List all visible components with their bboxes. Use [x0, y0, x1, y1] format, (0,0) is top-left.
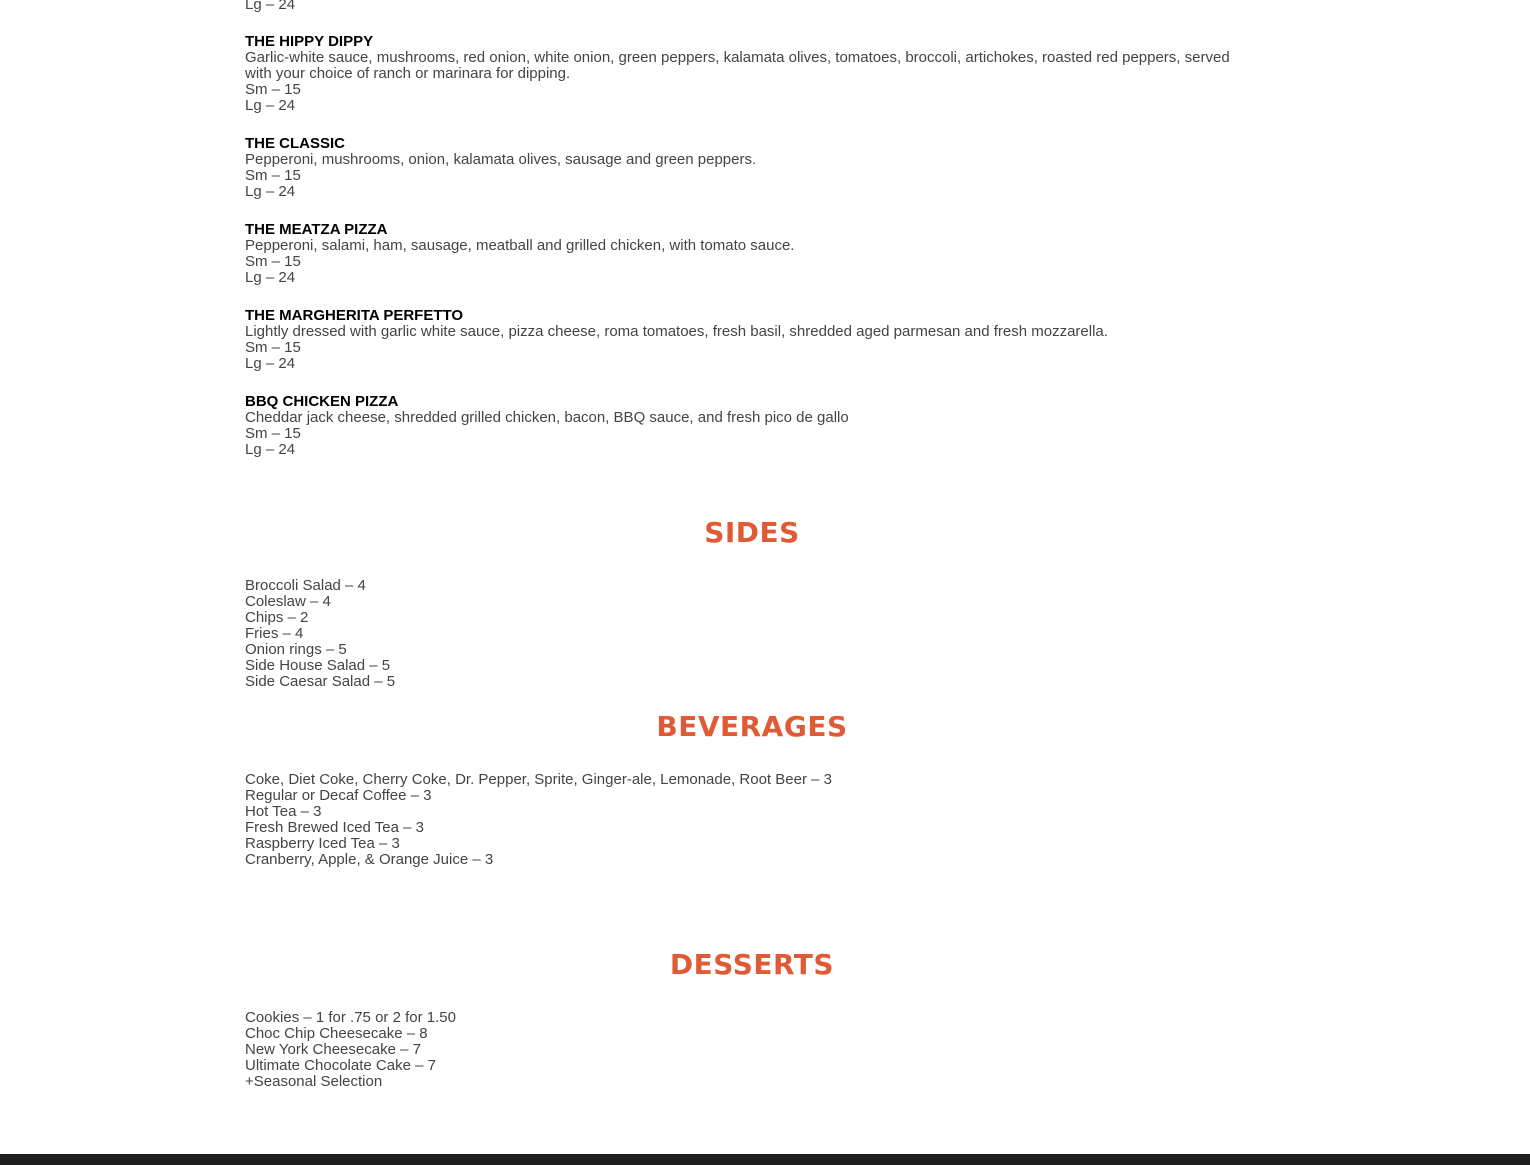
menu-item-large-price: Lg – 24: [245, 269, 296, 286]
list-item: Chips – 2: [245, 609, 309, 626]
list-item: Ultimate Chocolate Cake – 7: [245, 1057, 436, 1074]
beverages-list: [245, 772, 832, 868]
menu-item: [245, 222, 1235, 286]
menu-item-description: Lightly dressed with garlic white sauce, pizza cheese, roma tomatoes, fresh basil, shredded aged parmesan and fresh mozzarella.: [245, 323, 1108, 340]
list-item: Raspberry Iced Tea – 3: [245, 835, 400, 852]
menu-item: [245, 136, 1235, 200]
sides-list: [245, 578, 395, 690]
list-item: Cranberry, Apple, & Orange Juice – 3: [245, 851, 494, 868]
list-item: Choc Chip Cheesecake – 8: [245, 1025, 428, 1042]
menu-item-title: THE HIPPY DIPPY: [245, 33, 374, 50]
menu-item-small-price: Sm – 15: [245, 253, 301, 270]
previous-item-large-price: Lg – 24: [245, 0, 296, 13]
section-heading-desserts: DESSERTS: [669, 948, 835, 981]
menu-item-large-price: Lg – 24: [245, 355, 296, 372]
desserts-list: [245, 1010, 456, 1090]
list-item: Coke, Diet Coke, Cherry Coke, Dr. Pepper, Sprite, Ginger-ale, Lemonade, Root Beer – 3: [245, 771, 832, 788]
menu-item-large-price: Lg – 24: [245, 441, 296, 458]
menu-item-title: THE CLASSIC: [245, 135, 346, 152]
list-item: Cookies – 1 for .75 or 2 for 1.50: [245, 1009, 456, 1026]
menu-item-large-price: Lg – 24: [245, 97, 296, 114]
menu-item-small-price: Sm – 15: [245, 425, 301, 442]
menu-item-description: Cheddar jack cheese, shredded grilled chicken, bacon, BBQ sauce, and fresh pico de gallo: [245, 409, 849, 426]
menu-item-large-price: Lg – 24: [245, 183, 296, 200]
menu-item-title: THE MEATZA PIZZA: [245, 221, 388, 238]
list-item: Side Caesar Salad – 5: [245, 673, 396, 690]
menu-item-description: Pepperoni, mushrooms, onion, kalamata olives, sausage and green peppers.: [245, 151, 757, 168]
menu-item-small-price: Sm – 15: [245, 167, 301, 184]
list-item: Onion rings – 5: [245, 641, 347, 658]
footer-bar: [0, 1154, 1530, 1165]
menu-item-title: BBQ CHICKEN PIZZA: [245, 393, 399, 410]
list-item: Broccoli Salad – 4: [245, 577, 366, 594]
menu-item: [245, 394, 1235, 458]
list-item: Side House Salad – 5: [245, 657, 391, 674]
menu-item-title: THE MARGHERITA PERFETTO: [245, 307, 464, 324]
list-item: Regular or Decaf Coffee – 3: [245, 787, 432, 804]
section-heading-beverages: BEVERAGES: [656, 710, 848, 743]
section-heading-sides: SIDES: [704, 516, 800, 549]
list-item: Hot Tea – 3: [245, 803, 322, 820]
menu-item-small-price: Sm – 15: [245, 339, 301, 356]
menu-item: [245, 34, 1235, 114]
menu-item-description: Pepperoni, salami, ham, sausage, meatball and grilled chicken, with tomato sauce.: [245, 237, 795, 254]
list-item: New York Cheesecake – 7: [245, 1041, 421, 1058]
menu-item: [245, 308, 1235, 372]
list-item: +Seasonal Selection: [245, 1073, 383, 1090]
list-item: Coleslaw – 4: [245, 593, 331, 610]
menu-item-description: Garlic-white sauce, mushrooms, red onion, white onion, green peppers, kalamata olives, tomatoes, broccoli, artichokes, roasted red peppers, served with your choice of ranch or marinara for dipping.: [245, 49, 1230, 82]
list-item: Fries – 4: [245, 625, 304, 642]
menu-item-small-price: Sm – 15: [245, 81, 301, 98]
list-item: Fresh Brewed Iced Tea – 3: [245, 819, 424, 836]
